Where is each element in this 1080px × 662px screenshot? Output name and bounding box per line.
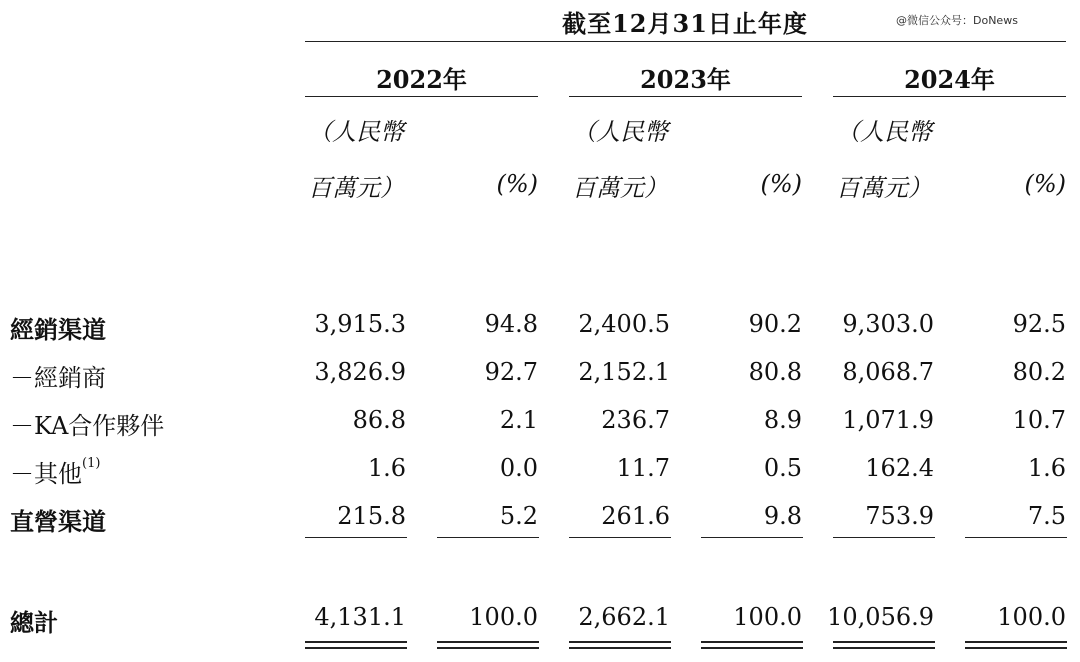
subtotal-rule <box>437 537 539 538</box>
unit-label-line2: 百萬元） <box>572 174 668 202</box>
unit-label-line2: 百萬元） <box>836 174 932 202</box>
subtotal-rule <box>833 537 935 538</box>
row-label-distribution: 經銷渠道 <box>10 315 106 344</box>
year-header-2022: 2022年 <box>376 65 467 94</box>
percent-label-2023: (%) <box>760 170 802 198</box>
row-label-total: 總計 <box>10 608 58 637</box>
table-cell: 8,068.7 <box>842 358 934 386</box>
table-cell: 80.8 <box>748 358 802 386</box>
total-double-rule <box>569 641 671 649</box>
unit-label-2023 <box>572 104 668 216</box>
year-rule-2024 <box>833 96 1066 97</box>
table-cell: 2,662.1 <box>578 603 670 631</box>
table-cell: 10.7 <box>1012 406 1066 434</box>
percent-label-2024: (%) <box>1024 170 1066 198</box>
unit-label-line1: （人民幣 <box>308 118 404 146</box>
year-header-2023: 2023年 <box>640 65 731 94</box>
table-cell: 753.9 <box>865 502 934 530</box>
period-header: 截至12月31日止年度 <box>562 9 808 38</box>
table-cell: 9.8 <box>763 502 802 530</box>
table-cell: 100.0 <box>733 603 802 631</box>
footnote-marker: (1) <box>82 456 101 471</box>
total-double-rule <box>965 641 1067 649</box>
unit-label-2024 <box>836 104 932 216</box>
table-cell: 8.9 <box>763 406 802 434</box>
table-cell: 162.4 <box>865 454 934 482</box>
table-cell: 2,400.5 <box>578 310 670 338</box>
year-header-2024: 2024年 <box>904 65 995 94</box>
total-double-rule <box>833 641 935 649</box>
row-label-ka-partners: －KA合作夥伴 <box>10 412 165 440</box>
percent-label-2022: (%) <box>496 170 538 198</box>
row-label-distributors: －經銷商 <box>10 364 106 392</box>
table-cell: 236.7 <box>601 406 670 434</box>
subtotal-rule <box>569 537 671 538</box>
table-cell: 94.8 <box>484 310 538 338</box>
subtotal-rule <box>305 537 407 538</box>
table-cell: 5.2 <box>499 502 538 530</box>
table-cell: 4,131.1 <box>314 603 406 631</box>
table-cell: 10,056.9 <box>827 603 934 631</box>
table-cell: 1.6 <box>367 454 406 482</box>
table-cell: 0.0 <box>499 454 538 482</box>
table-cell: 2,152.1 <box>578 358 670 386</box>
table-cell: 1,071.9 <box>842 406 934 434</box>
year-rule-2023 <box>569 96 802 97</box>
table-cell: 80.2 <box>1012 358 1066 386</box>
table-cell: 90.2 <box>748 310 802 338</box>
unit-label-line1: （人民幣 <box>836 118 932 146</box>
watermark: @微信公众号：DoNews <box>896 14 1018 27</box>
year-rule-2022 <box>305 96 538 97</box>
table-cell: 100.0 <box>997 603 1066 631</box>
row-label-direct-sales: 直營渠道 <box>10 507 106 536</box>
table-cell: 92.7 <box>484 358 538 386</box>
table-cell: 92.5 <box>1012 310 1066 338</box>
unit-label-2022 <box>308 104 404 216</box>
table-cell: 2.1 <box>499 406 538 434</box>
table-cell: 3,915.3 <box>314 310 406 338</box>
unit-label-line1: （人民幣 <box>572 118 668 146</box>
table-cell: 7.5 <box>1027 502 1066 530</box>
table-cell: 100.0 <box>469 603 538 631</box>
row-label-others-text: －其他 <box>10 460 82 488</box>
unit-label-line2: 百萬元） <box>308 174 404 202</box>
period-rule <box>305 41 1066 42</box>
total-double-rule <box>437 641 539 649</box>
table-cell: 1.6 <box>1027 454 1066 482</box>
table-cell: 11.7 <box>616 454 670 482</box>
table-cell: 0.5 <box>763 454 802 482</box>
subtotal-rule <box>701 537 803 538</box>
table-cell: 3,826.9 <box>314 358 406 386</box>
row-label-others <box>10 454 100 489</box>
table-cell: 9,303.0 <box>842 310 934 338</box>
table-cell: 261.6 <box>601 502 670 530</box>
table-cell: 215.8 <box>337 502 406 530</box>
total-double-rule <box>701 641 803 649</box>
table-cell: 86.8 <box>352 406 406 434</box>
subtotal-rule <box>965 537 1067 538</box>
total-double-rule <box>305 641 407 649</box>
